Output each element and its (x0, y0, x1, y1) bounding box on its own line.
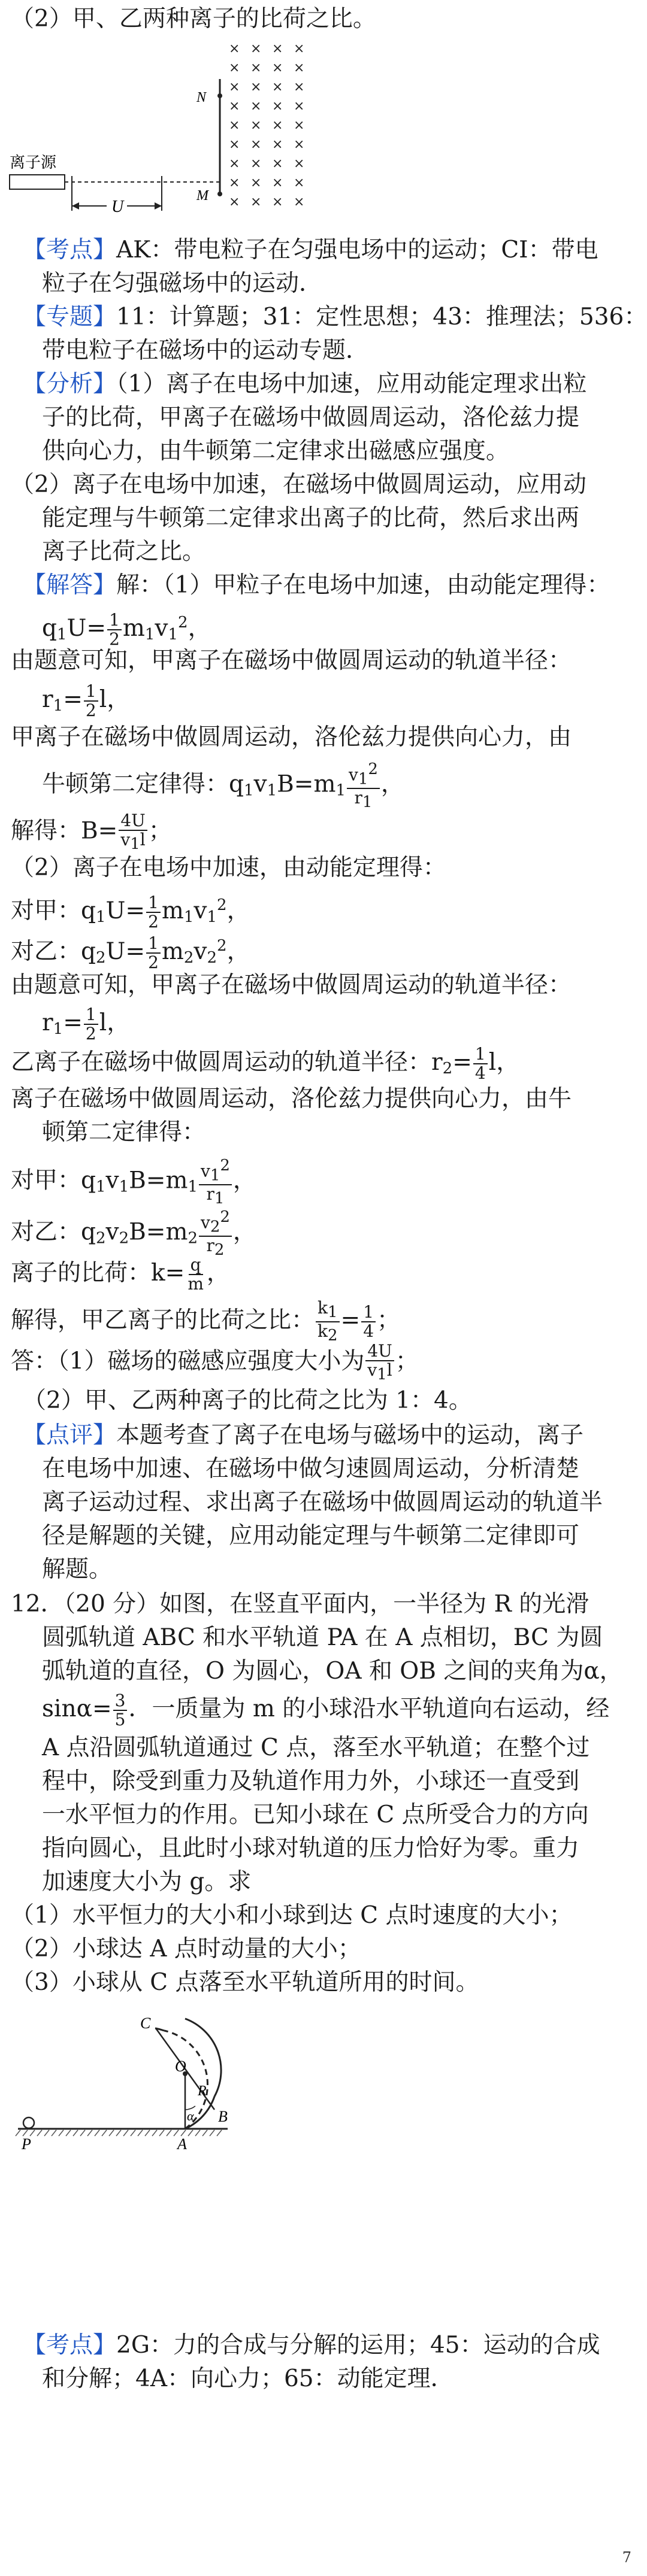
label-P: P (22, 2135, 31, 2153)
q12-line3: 弧轨道的直径，O 为圆心，OA 和 OB 之间的夹角为α， (42, 1658, 623, 1685)
field-cross: × (229, 99, 240, 114)
jieda-eq-lorentz1: 牛顿第二定律得：$q_1v_1B=m_1$ $\frac{v_1^2}{r_1}$ ， (42, 760, 404, 812)
q11-part2-header: （2）甲、乙两种离子的比荷之比。 (11, 5, 376, 32)
field-cross: × (294, 41, 305, 56)
field-cross: × (272, 41, 283, 56)
label-B: B (218, 2108, 228, 2125)
hatch-line (123, 2130, 128, 2136)
jieda-answer1: 答：（1）磁场的磁感应强度大小为 $\frac{4U}{v_1l}$ ； (11, 1341, 419, 1383)
jieda-line11: 由题意可知，甲离子在磁场中做圆周运动的轨道半径： (11, 972, 572, 999)
q12-line9: 加速度大小为 g。求 (42, 1868, 252, 1895)
fraction-v1sq-r1: $\frac{v_1^2}{r_1}$ (347, 760, 380, 811)
field-cross: × (229, 80, 240, 95)
field-cross: × (272, 156, 283, 171)
hatch-line (95, 2130, 99, 2136)
jieda-eq-kinetic: $q_1U=$ $\frac{1}{2}$ $m_1v_1^2$， (42, 610, 211, 649)
page-number: 7 (622, 2549, 631, 2566)
field-cross: × (250, 118, 262, 133)
ion-field-figure (6, 37, 318, 229)
q12-line4: sinα= $\frac{3}{5}$ ．一质量为 m 的小球沿水平轨道向右运动，经 (42, 1691, 610, 1730)
label-C: C (140, 2014, 151, 2032)
field-cross: × (272, 60, 283, 75)
field-cross: × (250, 41, 262, 56)
field-cross: × (272, 195, 283, 210)
fenxi-line6: 离子比荷之比。 (42, 538, 206, 565)
dianping-line2: 在电场中加速、在磁场中做匀速圆周运动，分析清楚 (42, 1455, 580, 1482)
field-cross: × (294, 156, 305, 171)
fenxi-line2: 子的比荷，甲离子在磁场中做圆周运动，洛伦兹力提 (42, 404, 580, 431)
hatch-line (16, 2130, 20, 2136)
field-cross: × (294, 80, 305, 95)
field-cross: × (294, 99, 305, 114)
jieda-eq-radius1: $r_1=$ $\frac{1}{2}$ l， (42, 681, 131, 720)
field-cross: × (250, 80, 262, 95)
dianping-tag: 【点评】 (23, 1422, 117, 1449)
hatch-line (188, 2130, 193, 2136)
field-cross: × (229, 118, 240, 133)
hatch-line (202, 2130, 207, 2136)
fraction-half: $\frac{1}{2}$ (84, 682, 98, 720)
jieda-eq-kinetic-jia: 对甲：$q_1U=$ $\frac{1}{2}$ $m_1v_1^2$， (11, 893, 250, 932)
field-cross: × (272, 137, 283, 152)
hatch-line (87, 2130, 92, 2136)
hatch-line (152, 2130, 157, 2136)
label-alpha: α (187, 2108, 194, 2123)
jieda-eq-B: 解得：B= $\frac{4U}{v_1l}$ ； (11, 811, 172, 853)
kaodian-tag: 【考点】 (23, 2332, 117, 2359)
hatch-line (80, 2130, 85, 2136)
field-cross: × (250, 99, 262, 114)
zhuanti-tag: 【专题】 (23, 304, 117, 330)
jieda-line1: 【解答】解：（1）甲粒子在电场中加速，由动能定理得： (23, 572, 610, 599)
hatch-line (145, 2130, 150, 2136)
field-cross: × (250, 156, 262, 171)
jieda-eq-kinetic-yi: 对乙：$q_2U=$ $\frac{1}{2}$ $m_2v_2^2$， (11, 933, 250, 972)
jieda-line14: 离子在磁场中做圆周运动，洛伦兹力提供向心力，由牛 (11, 1085, 572, 1112)
field-cross: × (229, 156, 240, 171)
fenxi-line1: 【分析】（1）离子在电场中加速，应用动能定理求出粒 (23, 371, 587, 398)
jieda-eq-radius-yi: 乙离子在磁场中做圆周运动的轨道半径：$r_2=$ $\frac{1}{4}$ l， (11, 1044, 520, 1083)
field-cross: × (229, 137, 240, 152)
fenxi-line3: 供向心力，由牛顿第二定律求出磁感应强度。 (42, 438, 510, 465)
field-cross: × (294, 175, 305, 190)
q12-line7: 一水平恒力的作用。已知小球在 C 点所受合力的方向 (42, 1801, 589, 1828)
field-cross: × (272, 99, 283, 114)
circular-track-figure (12, 2005, 264, 2161)
hatch-line (159, 2130, 164, 2136)
fenxi-tag: 【分析】 (23, 371, 117, 398)
jieda-line3: 由题意可知，甲离子在磁场中做圆周运动的轨道半径： (11, 647, 572, 674)
q12-sub2: （2）小球达 A 点时动量的大小； (11, 1935, 361, 1962)
jieda-eq-ratio: 解得，甲乙离子的比荷之比： $\frac{k_1}{k_2}$ = $\frac{1}{4}$ ； (11, 1298, 401, 1345)
dianping-line3: 离子运动过程、求出离子在磁场中做圆周运动的轨道半 (42, 1489, 603, 1516)
label-N: N (196, 90, 207, 105)
label-A: A (177, 2135, 187, 2153)
ion-source-box (10, 175, 65, 189)
q12-sub3: （3）小球从 C 点落至水平轨道所用的时间。 (11, 1969, 479, 1996)
kaodian1-line2: 粒子在匀强磁场中的运动． (42, 270, 323, 297)
hatch-line (52, 2130, 56, 2136)
jieda-eq-k: 离子的比荷：k= $\frac{q}{m}$ ， (11, 1255, 230, 1294)
field-cross: × (294, 195, 305, 210)
hatch-line (102, 2130, 107, 2136)
kaodian-tag: 【考点】 (23, 236, 117, 263)
hatch-line (37, 2130, 42, 2136)
jieda-line5: 甲离子在磁场中做圆周运动，洛伦兹力提供向心力，由 (11, 724, 572, 751)
zhuanti-line1: 【专题】11：计算题；31：定性思想；43：推理法；536： (23, 304, 647, 330)
hatch-line (138, 2130, 143, 2136)
hatch-line (195, 2130, 200, 2136)
q12-line2: 圆弧轨道 ABC 和水平轨道 PA 在 A 点相切，BC 为圆 (42, 1624, 603, 1651)
jieda-tag: 【解答】 (23, 572, 117, 599)
magnetic-field-crosses (229, 41, 304, 210)
field-cross: × (229, 175, 240, 190)
kaodian2-line2: 和分解；4A：向心力；65：动能定理． (42, 2365, 454, 2392)
dianping-line5: 解题。 (42, 1556, 113, 1583)
label-ion-source: 离子源 (10, 154, 57, 172)
field-cross: × (229, 60, 240, 75)
field-cross: × (250, 60, 262, 75)
kaodian1-line1: 【考点】AK：带电粒子在匀强电场中的运动；CI：带电 (23, 236, 598, 263)
dianping-line4: 径是解题的关键，应用动能定理与牛顿第二定律即可 (42, 1522, 580, 1549)
jieda-eq-radius-jia: $r_1=$ $\frac{1}{2}$ l， (42, 1005, 131, 1043)
label-R: R (198, 2083, 207, 2099)
hatch-line (217, 2130, 222, 2136)
q12-line5: A 点沿圆弧轨道通过 C 点，落至水平轨道；在整个过 (42, 1734, 590, 1761)
field-cross: × (229, 41, 240, 56)
hatch-line (131, 2130, 135, 2136)
field-cross: × (294, 60, 305, 75)
hatch-line (210, 2130, 214, 2136)
jieda-eq-lorentz-jia: 对甲：$q_1v_1B=m_1$ $\frac{v_1^2}{r_1}$ ， (11, 1157, 256, 1208)
field-cross: × (272, 118, 283, 133)
q12-line6: 程中，除受到重力及轨道作用力外，小球还一直受到 (42, 1768, 580, 1795)
dianping-line1: 【点评】本题考查了离子在电场与磁场中的运动，离子 (23, 1422, 584, 1449)
hatch-line (66, 2130, 71, 2136)
hatch-line (44, 2130, 49, 2136)
kaodian2-line1: 【考点】2G：力的合成与分解的运用；45：运动的合成 (23, 2332, 600, 2359)
label-M: M (196, 188, 208, 204)
jieda-answer2: （2）甲、乙两种离子的比荷之比为 1：4。 (23, 1387, 472, 1414)
fenxi-line4: （2）离子在电场中加速，在磁场中做圆周运动，应用动 (11, 471, 586, 498)
field-cross: × (294, 118, 305, 133)
jieda-line8: （2）离子在电场中加速，由动能定理得： (11, 854, 446, 881)
field-cross: × (294, 137, 305, 152)
hatch-line (59, 2130, 64, 2136)
jieda-eq-lorentz-yi: 对乙：$q_2v_2B=m_2$ $\frac{v_2^2}{r_2}$ ， (11, 1208, 256, 1260)
q12-line1: 12．（20 分）如图，在竖直平面内，一半径为 R 的光滑 (11, 1591, 589, 1618)
label-U: U (111, 198, 124, 216)
fraction-3-5: $\frac{3}{5}$ (113, 1692, 128, 1729)
hatch-line (167, 2130, 171, 2136)
ball (23, 2117, 34, 2128)
hatch-line (116, 2130, 121, 2136)
fraction-4U-v1l: $\frac{4U}{v_1l}$ (119, 812, 147, 853)
field-cross: × (250, 175, 262, 190)
zhuanti-line2: 带电粒子在磁场中的运动专题． (42, 337, 370, 364)
q12-line8: 指向圆心，且此时小球对轨道的压力恰好为零。重力 (42, 1835, 580, 1862)
fenxi-line5: 能定理与牛顿第二定律求出离子的比荷，然后求出两 (42, 505, 580, 532)
field-cross: × (272, 175, 283, 190)
field-cross: × (272, 80, 283, 95)
label-O: O (175, 2058, 186, 2075)
ground-hatching (16, 2130, 222, 2136)
field-cross: × (250, 137, 262, 152)
hatch-line (73, 2130, 78, 2136)
fraction-half: $\frac{1}{2}$ (107, 611, 122, 648)
hatch-line (109, 2130, 114, 2136)
q12-sub1: （1）水平恒力的大小和小球到达 C 点时速度的大小； (11, 1902, 573, 1929)
field-cross: × (250, 195, 262, 210)
field-cross: × (229, 195, 240, 210)
jieda-line15: 顿第二定律得： (42, 1119, 206, 1146)
